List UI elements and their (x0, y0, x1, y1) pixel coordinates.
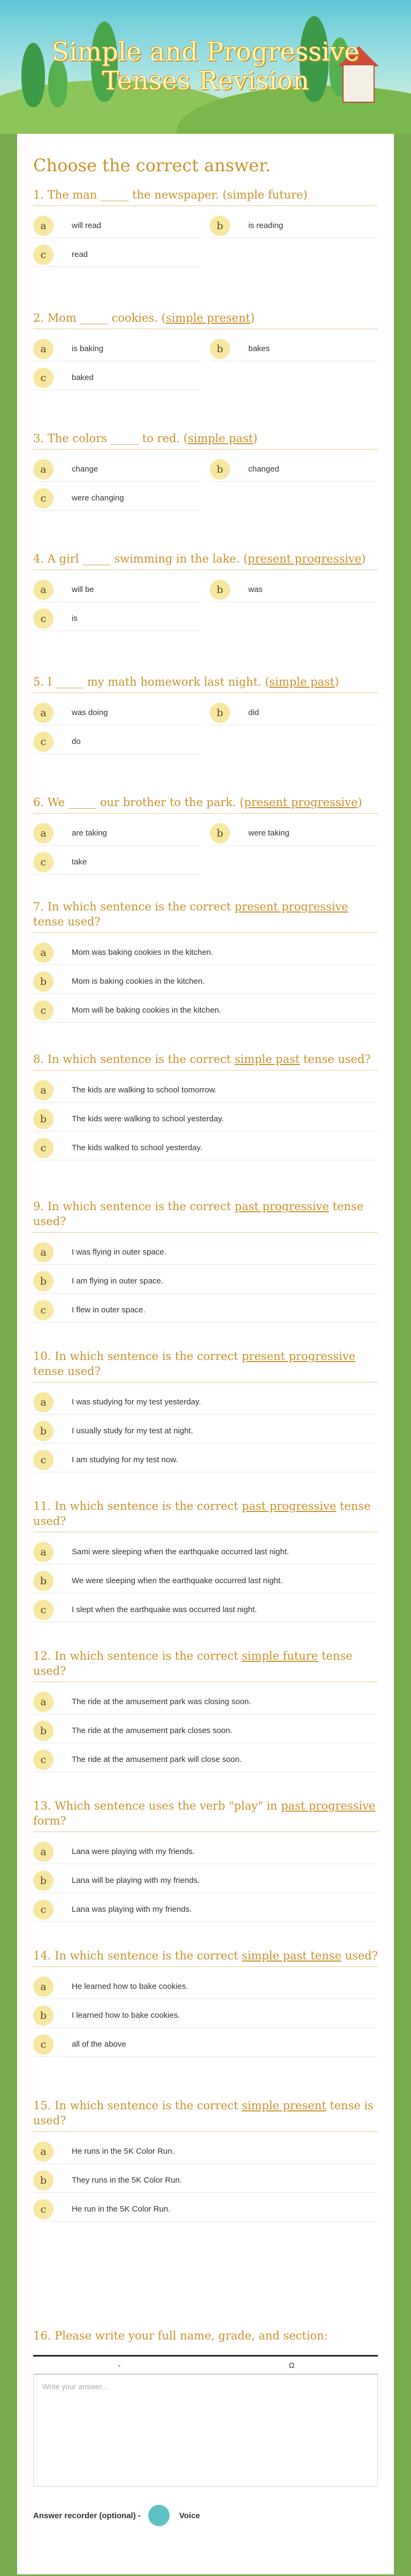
option-letter-badge: b (33, 1721, 54, 1741)
question-5 (33, 674, 378, 748)
answer-option[interactable] (33, 850, 201, 875)
option-letter-badge: c (33, 2199, 54, 2220)
question-text: 8. In which sentence is the correct (33, 1053, 235, 1066)
option-text: I was studying for my test yesterday. (72, 1397, 201, 1407)
option-letter-badge: c (33, 2034, 54, 2055)
tense-link[interactable]: simple present (241, 2099, 326, 2112)
answer-option[interactable] (33, 1107, 378, 1131)
option-text: The kids walked to school yesterday. (72, 1143, 203, 1152)
question-text: ) (250, 311, 255, 324)
question-text: 1. The man _____ the newspaper. (simple future) (33, 188, 308, 201)
option-text: He run in the 5K Color Run. (72, 2205, 171, 2214)
answer-option[interactable] (210, 577, 378, 602)
option-letter-badge: b (210, 216, 230, 236)
answer-option[interactable] (33, 1298, 378, 1323)
answer-option[interactable] (33, 366, 201, 390)
tense-link[interactable]: simple past tense (241, 1949, 341, 1962)
question-title (33, 2098, 378, 2132)
question-text: ) (361, 552, 366, 565)
question-8 (33, 1052, 378, 1154)
option-letter-badge: a (33, 1392, 54, 1412)
answer-option[interactable] (210, 821, 378, 846)
question-7 (33, 899, 378, 1016)
option-text: are taking (72, 829, 107, 838)
option-letter-badge: c (33, 1138, 54, 1158)
option-text: change (72, 465, 98, 474)
option-text: were changing (72, 493, 124, 503)
question-title (33, 431, 378, 450)
question-text: ) (253, 432, 258, 445)
answer-option[interactable] (33, 1240, 378, 1265)
option-text: baked (72, 373, 94, 382)
option-letter-badge: b (33, 2005, 54, 2026)
question-title (33, 310, 378, 329)
option-text: read (72, 250, 88, 259)
question-2 (33, 310, 378, 384)
question-text: ) (357, 796, 362, 809)
tense-link[interactable]: present progressive (234, 900, 348, 913)
option-text: will read (72, 221, 102, 230)
option-text: is (72, 614, 78, 623)
option-text: He learned how to bake cookies. (72, 1982, 188, 1991)
option-letter-badge: a (33, 2141, 54, 2162)
tense-link[interactable]: present progressive (247, 552, 362, 565)
title-line-1: Simple and Progressive (51, 37, 360, 67)
answer-option[interactable] (210, 457, 378, 482)
option-text: The ride at the amusement park was closing soon. (72, 1697, 252, 1706)
answer-option[interactable] (33, 2168, 378, 2193)
option-text: will be (72, 585, 94, 594)
option-text: was doing (72, 708, 108, 717)
answer-option[interactable] (210, 214, 378, 238)
question-text: 5. I _____ my math homework last night. ( (33, 675, 270, 688)
option-letter-badge: c (33, 488, 54, 508)
option-text: I am studying for my test now. (72, 1455, 178, 1464)
answer-option[interactable] (33, 940, 378, 965)
question-title (33, 551, 378, 570)
answer-option[interactable] (33, 1540, 378, 1564)
answer-option[interactable] (33, 1868, 378, 1893)
tense-link[interactable]: simple past (269, 675, 335, 688)
record-button[interactable] (148, 2505, 170, 2526)
q16-table-header (33, 2355, 378, 2374)
option-letter-badge: a (33, 1242, 54, 1263)
option-letter-badge: c (33, 1600, 54, 1620)
answer-option[interactable] (33, 1448, 378, 1472)
question-title (33, 795, 378, 814)
answer-option[interactable] (33, 2197, 378, 2222)
option-text: I learned how to bake cookies. (72, 2011, 180, 2020)
option-letter-badge: c (33, 1300, 54, 1320)
question-title (33, 1052, 378, 1070)
answer-recorder (33, 2505, 200, 2526)
option-letter-badge: b (210, 823, 230, 844)
tense-link[interactable]: present progressive (244, 796, 358, 809)
recorder-label: Answer recorder (optional) - (33, 2511, 141, 2520)
question-text: form? (33, 1814, 66, 1827)
option-letter-badge: a (33, 216, 54, 236)
question-6 (33, 795, 378, 868)
question-10 (33, 1349, 378, 1466)
option-letter-badge: a (33, 1692, 54, 1712)
option-text: Mom was baking cookies in the kitchen. (72, 948, 214, 957)
option-text: Lana was playing with my friends. (72, 1905, 192, 1914)
question-text: 14. In which sentence is the correct (33, 1949, 242, 1962)
answer-option[interactable] (33, 1690, 378, 1714)
answer-option[interactable] (33, 1569, 378, 1593)
option-text: were taking (248, 829, 290, 838)
option-letter-badge: c (33, 1750, 54, 1770)
answer-option[interactable] (33, 1390, 378, 1415)
question-15 (33, 2098, 378, 2215)
question-text: tense used? (33, 915, 101, 928)
option-letter-badge: a (33, 703, 54, 723)
option-letter-badge: b (210, 580, 230, 600)
q16-col-2: Ω (288, 2361, 295, 2369)
voice-label: Voice (179, 2511, 200, 2520)
answer-option[interactable] (33, 821, 201, 846)
question-text: 4. A girl _____ swimming in the lake. ( (33, 552, 248, 565)
question-title (33, 1199, 378, 1233)
question-text: 6. We _____ our brother to the park. ( (33, 796, 245, 809)
option-letter-badge: c (33, 245, 54, 265)
option-letter-badge: b (33, 971, 54, 992)
option-letter-badge: c (33, 1000, 54, 1021)
option-letter-badge: c (33, 1899, 54, 1920)
tense-link[interactable]: past progressive (281, 1799, 376, 1812)
answer-textarea[interactable]: Write your answer... (33, 2374, 378, 2487)
question-title: 16. Please write your full name, grade, and section: (33, 2329, 328, 2342)
option-letter-badge: a (33, 580, 54, 600)
question-text: tense used? (33, 1500, 371, 1528)
worksheet-card (17, 134, 394, 2574)
option-letter-badge: c (33, 732, 54, 752)
tense-link[interactable]: past progressive (234, 1200, 329, 1213)
answer-option[interactable] (33, 1136, 378, 1160)
option-letter-badge: a (33, 1977, 54, 1997)
question-title (33, 187, 378, 206)
tense-link[interactable]: simple future (241, 1650, 318, 1662)
option-letter-badge: a (33, 1842, 54, 1862)
question-text: 7. In which sentence is the correct (33, 900, 235, 913)
question-11 (33, 1499, 378, 1616)
option-text: is reading (248, 221, 284, 230)
option-text: Sami were sleeping when the earthquake occurred last night. (72, 1547, 290, 1556)
option-text: They runs in the 5K Color Run. (72, 2176, 182, 2185)
answer-option[interactable] (33, 1840, 378, 1864)
question-13 (33, 1798, 378, 1916)
question-12 (33, 1648, 378, 1766)
option-text: I flew in outer space. (72, 1305, 146, 1314)
option-text: I was flying in outer space. (72, 1248, 166, 1257)
answer-option[interactable] (33, 730, 201, 754)
option-text: Lana were playing with my friends. (72, 1847, 195, 1856)
tense-link[interactable]: simple past (234, 1053, 300, 1066)
option-text: The ride at the amusement park will close soon. (72, 1755, 242, 1764)
option-letter-badge: a (33, 943, 54, 963)
answer-option[interactable] (33, 242, 201, 267)
question-title (33, 1648, 378, 1682)
tense-link[interactable]: simple past (188, 432, 253, 445)
option-text: The kids were walking to school yesterday. (72, 1114, 224, 1123)
option-letter-badge: b (33, 1421, 54, 1441)
question-text: 11. In which sentence is the correct (33, 1500, 242, 1513)
question-text: tense is used? (33, 2099, 374, 2127)
question-text: 12. In which sentence is the correct (33, 1650, 242, 1662)
question-title (33, 1798, 378, 1832)
option-text: I usually study for my test at night. (72, 1426, 193, 1435)
option-letter-badge: b (33, 1871, 54, 1891)
question-text: 3. The colors _____ to red. ( (33, 432, 188, 445)
option-letter-badge: b (33, 1571, 54, 1591)
header-banner (0, 0, 411, 134)
answer-option[interactable] (33, 486, 201, 511)
option-text: I am flying in outer space. (72, 1276, 163, 1286)
question-9 (33, 1199, 378, 1316)
answer-option[interactable] (33, 577, 201, 602)
answer-option[interactable] (33, 969, 378, 994)
option-letter-badge: a (33, 1542, 54, 1562)
option-letter-badge: b (210, 703, 230, 723)
option-letter-badge: c (33, 1450, 54, 1470)
option-text: is baking (72, 344, 104, 353)
answer-option[interactable] (33, 2032, 378, 2057)
question-text: 2. Mom _____ cookies. ( (33, 311, 166, 324)
question-title (33, 1499, 378, 1532)
tense-link[interactable]: present progressive (241, 1350, 356, 1363)
question-title (33, 674, 378, 693)
answer-option[interactable] (33, 1078, 378, 1103)
option-letter-badge: c (33, 852, 54, 872)
option-text: The kids are walking to school tomorrow. (72, 1085, 217, 1095)
option-text: I slept when the earthquake was occurred last night. (72, 1605, 257, 1614)
question-text: 10. In which sentence is the correct (33, 1350, 242, 1363)
answer-option[interactable] (33, 1598, 378, 1622)
option-text: did (248, 708, 260, 717)
option-letter-badge: a (33, 339, 54, 359)
option-text: Lana will be playing with my friends. (72, 1876, 200, 1885)
answer-option[interactable] (33, 701, 201, 725)
question-title (33, 1349, 378, 1382)
question-text: tense used? (33, 1365, 101, 1378)
option-text: The ride at the amusement park closes soon. (72, 1726, 233, 1735)
option-letter-badge: b (210, 459, 230, 480)
answer-option[interactable] (33, 214, 201, 238)
answer-option[interactable] (33, 2139, 378, 2164)
answer-option[interactable] (33, 606, 201, 631)
question-text: ) (334, 675, 339, 688)
tense-link[interactable]: past progressive (241, 1500, 337, 1513)
page-title (0, 37, 411, 95)
answer-option[interactable] (210, 337, 378, 361)
question-3 (33, 431, 378, 504)
option-text: Mom will be baking cookies in the kitchen. (72, 1006, 222, 1015)
instructions: Choose the correct answer. (33, 155, 271, 176)
question-14 (33, 1948, 378, 2050)
option-text: all of the above (72, 2040, 126, 2049)
answer-option[interactable] (33, 2003, 378, 2028)
answer-option[interactable] (33, 1719, 378, 1743)
answer-option[interactable] (33, 1897, 378, 1922)
question-text: used? (341, 1949, 378, 1962)
tense-link[interactable]: simple present (165, 311, 250, 324)
option-letter-badge: c (33, 368, 54, 388)
option-text: Mom is baking cookies in the kitchen. (72, 977, 205, 986)
option-letter-badge: a (33, 459, 54, 480)
question-4 (33, 551, 378, 625)
question-title (33, 1948, 378, 1967)
answer-option[interactable] (33, 457, 201, 482)
title-line-2: Tenses Revision (102, 66, 309, 96)
question-text: 13. Which sentence uses the verb "play" in (33, 1799, 281, 1812)
option-letter-badge: c (33, 609, 54, 629)
option-text: He runs in the 5K Color Run. (72, 2147, 174, 2156)
option-letter-badge: a (33, 1080, 54, 1100)
option-letter-badge: b (33, 1271, 54, 1291)
question-1 (33, 187, 378, 261)
answer-option[interactable] (33, 998, 378, 1023)
option-letter-badge: b (33, 2170, 54, 2191)
question-title (33, 899, 378, 933)
answer-option[interactable] (33, 337, 201, 361)
question-text: tense used? (300, 1053, 371, 1066)
option-letter-badge: b (33, 1109, 54, 1129)
question-text: 9. In which sentence is the correct (33, 1200, 235, 1213)
answer-option[interactable] (33, 1269, 378, 1294)
question-text: tense used? (33, 1200, 364, 1228)
option-text: bakes (248, 344, 270, 353)
q16-col-1: - (118, 2361, 121, 2369)
question-text: 15. In which sentence is the correct (33, 2099, 242, 2112)
question-16 (33, 2328, 378, 2346)
option-text: take (72, 857, 87, 867)
answer-option[interactable] (33, 1974, 378, 1999)
answer-option[interactable] (33, 1419, 378, 1443)
option-text: We were sleeping when the earthquake occurred last night. (72, 1576, 283, 1585)
option-text: changed (248, 465, 279, 474)
option-letter-badge: a (33, 823, 54, 844)
option-letter-badge: b (210, 339, 230, 359)
question-text: tense used? (33, 1650, 353, 1677)
answer-option[interactable] (210, 701, 378, 725)
option-text: was (248, 585, 263, 594)
answer-option[interactable] (33, 1747, 378, 1772)
option-text: do (72, 737, 81, 746)
